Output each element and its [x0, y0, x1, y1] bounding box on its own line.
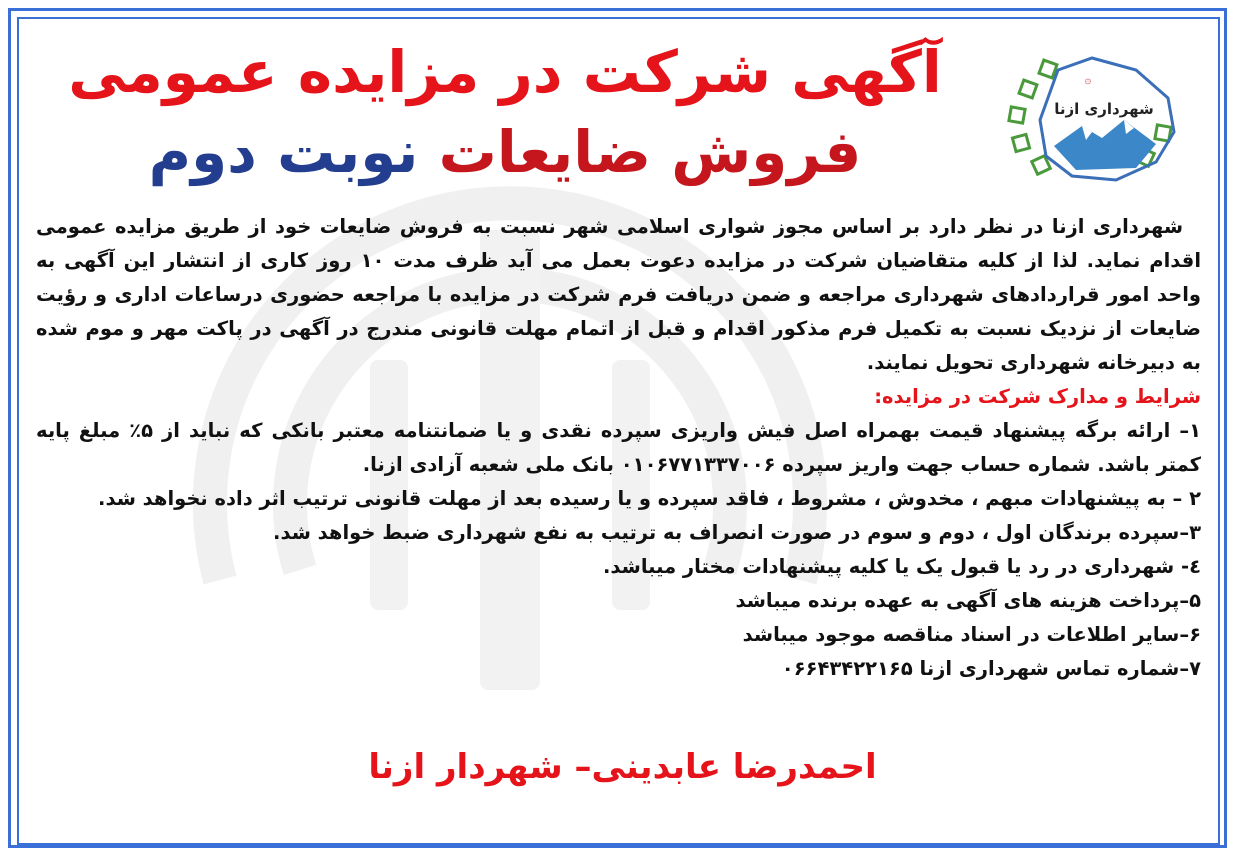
condition-item-1: ۱– ارائه برگه پیشنهاد قیمت بهمراه اصل فیش واریزی سپرده نقدی و یا ضمانتنامه معتبر بانکی که نباید از ۵٪ مبلغ پایه کمتر باشد. شماره حساب جهت واریز سپرده ۰۱۰۶۷۷۱۳۳۷۰۰۶ بانک ملی شعبه آزادی ازنا. — [36, 419, 1201, 476]
subtitle-scrap-sale: فروش ضایعات — [438, 118, 862, 186]
municipality-logo — [996, 50, 1191, 190]
condition-item-2: ۲ – به پیشنهادات مبهم ، مخدوش ، مشروط ، فاقد سپرده و یا رسیده بعد از مهلت قانونی ترتیب اثر داده نخواهد شد. — [98, 487, 1201, 510]
condition-item-5: ۵–پرداخت هزینه های آگهی به عهده برنده میباشد — [735, 589, 1201, 612]
condition-item-6: ۶–سایر اطلاعات در اسناد مناقصه موجود میباشد — [742, 623, 1201, 646]
announcement-body — [36, 210, 1201, 686]
condition-item-4: ٤- شهرداری در رد یا قبول یک یا کلیه پیشنهادات مختار میباشد. — [602, 555, 1201, 578]
intro-paragraph: شهرداری ازنا در نظر دارد بر اساس مجوز شواری اسلامی شهر نسبت به فروش ضایعات خود از طریق مزایده عمومی اقدام نماید. لذا از کلیه متقاضیان شرکت در مزایده دعوت بعمل می آید ظرف مدت ۱۰ روز کاری از انتشار این آگهی به واحد امور قراردادهای شهرداری مراجعه و ضمن دریافت فرم شرکت در مزایده با مراجعه حضوری درساعات اداری و رؤیت ضایعات از نزدیک نسبت به تکمیل فرم مذکور اقدام و قبل از اتمام مهلت قانونی مندرج در آگهی در پاکت مهر و موم شده به دبیرخانه شهرداری تحویل نمایند. — [36, 215, 1202, 374]
condition-item-3: ۳–سپرده برندگان اول ، دوم و سوم در صورت انصراف به ترتیب به نفع شهرداری ضبط خواهد شد. — [273, 521, 1201, 544]
mayor-signature: احمدرضا عابدینی– شهردار ازنا — [368, 747, 877, 787]
announcement-title: آگهی شرکت در مزایده عمومی — [68, 38, 942, 106]
conditions-heading: شرایط و مدارک شرکت در مزایده: — [874, 385, 1201, 408]
condition-item-7: ۷–شماره تماس شهرداری ازنا ۰۶۶۴۳۴۲۲۱۶۵ — [781, 657, 1201, 680]
svg-text:شهرداری ازنا: شهرداری ازنا — [1054, 100, 1154, 118]
announcement-subtitle — [40, 112, 970, 192]
subtitle-second-round: نوبت دوم — [148, 118, 419, 186]
logo-emblem-icon — [996, 50, 1191, 190]
svg-text:۞: ۞ — [1084, 73, 1092, 86]
